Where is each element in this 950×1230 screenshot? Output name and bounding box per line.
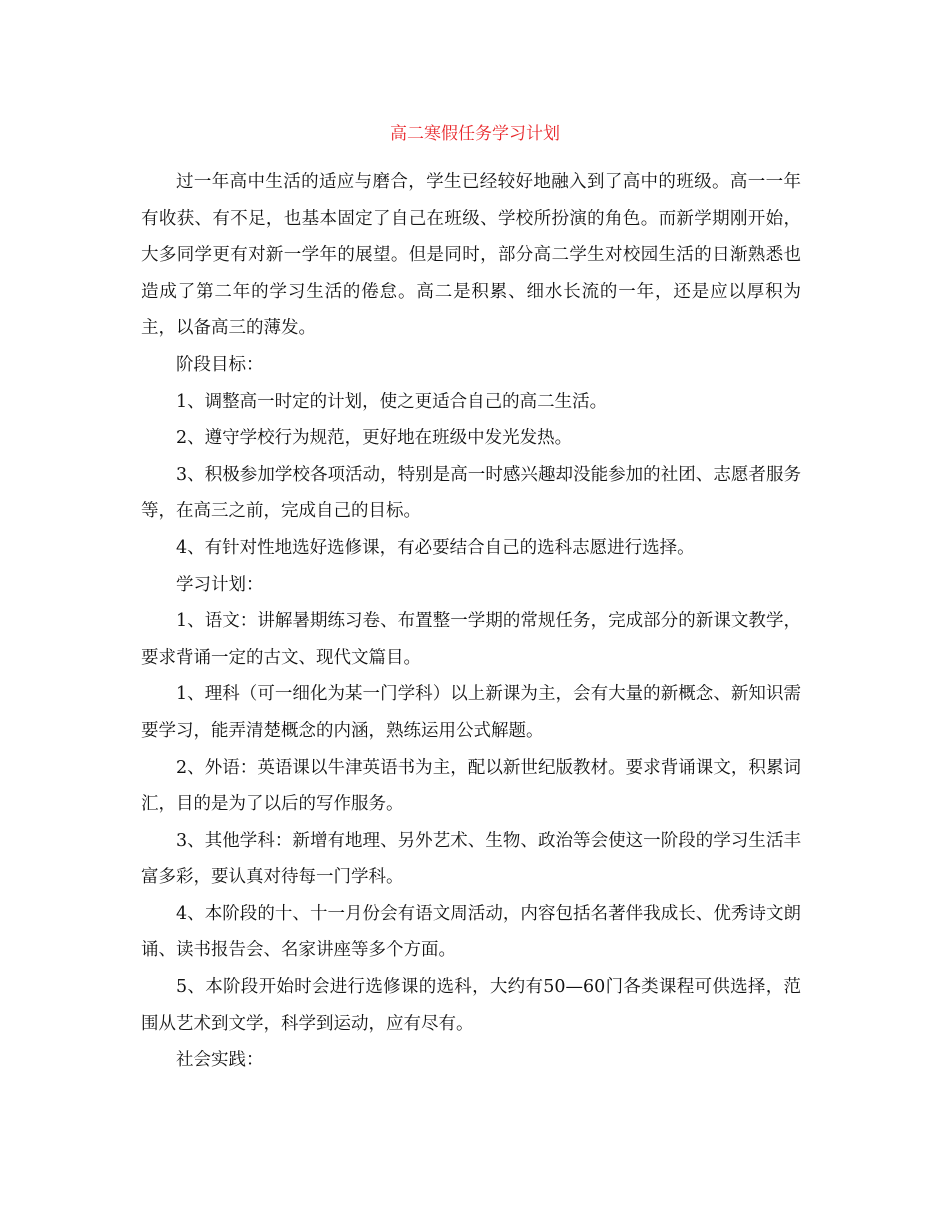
plan-item-other-subjects: 3、其他学科：新增有地理、另外艺术、生物、政治等会使这一阶段的学习生活丰富多彩，要认真对待每一门学科。 bbox=[141, 830, 801, 888]
goal-item-2: 2、遵守学校行为规范，更好地在班级中发光发热。 bbox=[176, 428, 573, 449]
document-title: 高二寒假任务学习计划 bbox=[390, 124, 560, 144]
plan-item-science: 1、理科（可一细化为某一门学科）以上新课为主，会有大量的新概念、新知识需要学习，能弄清楚概念的内涵，熟练运用公式解题。 bbox=[141, 684, 801, 741]
goal-item-1: 1、调整高一时定的计划，使之更适合自己的高二生活。 bbox=[176, 391, 608, 412]
plan-item-chinese-week: 4、本阶段的十、十一月份会有语文周活动，内容包括名著伴我成长、优秀诗文朗诵、读书报告会、名家讲座等多个方面。 bbox=[141, 903, 801, 961]
paragraph-intro: 过一年高中生活的适应与磨合，学生已经较好地融入到了高中的班级。高一一年有收获、有不足，也基本固定了自己在班级、学校所扮演的角色。而新学期刚开始，大多同学更有对新一学年的展望。但是同时，部分高二学生对校园生活的日渐熟悉也造成了第二年的学习生活的倦怠。高二是积累、细水长流的一年，还是应以厚积为主，以备高三的薄发。 bbox=[141, 172, 801, 339]
heading-study-plan: 学习计划： bbox=[176, 574, 264, 595]
plan-item-chinese: 1、语文：讲解暑期练习卷、布置整一学期的常规任务，完成部分的新课文教学，要求背诵一定的古文、现代文篇目。 bbox=[141, 611, 801, 668]
plan-item-electives: 5、本阶段开始时会进行选修课的选科，大约有50—60门各类课程可供选择，范围从艺术到文学，科学到运动，应有尽有。 bbox=[141, 977, 801, 1034]
document-body bbox=[141, 164, 801, 1079]
heading-social-practice: 社会实践： bbox=[176, 1050, 264, 1071]
goal-item-4: 4、有针对性地选好选修课，有必要结合自己的选科志愿进行选择。 bbox=[176, 537, 695, 558]
heading-stage-goals: 阶段目标： bbox=[176, 354, 264, 375]
plan-item-foreign-language: 2、外语：英语课以牛津英语书为主，配以新世纪版教材。要求背诵课文，积累词汇，目的是为了以后的写作服务。 bbox=[141, 757, 801, 815]
goal-item-3: 3、积极参加学校各项活动，特别是高一时感兴趣却没能参加的社团、志愿者服务等，在高三之前，完成自己的目标。 bbox=[141, 464, 801, 522]
